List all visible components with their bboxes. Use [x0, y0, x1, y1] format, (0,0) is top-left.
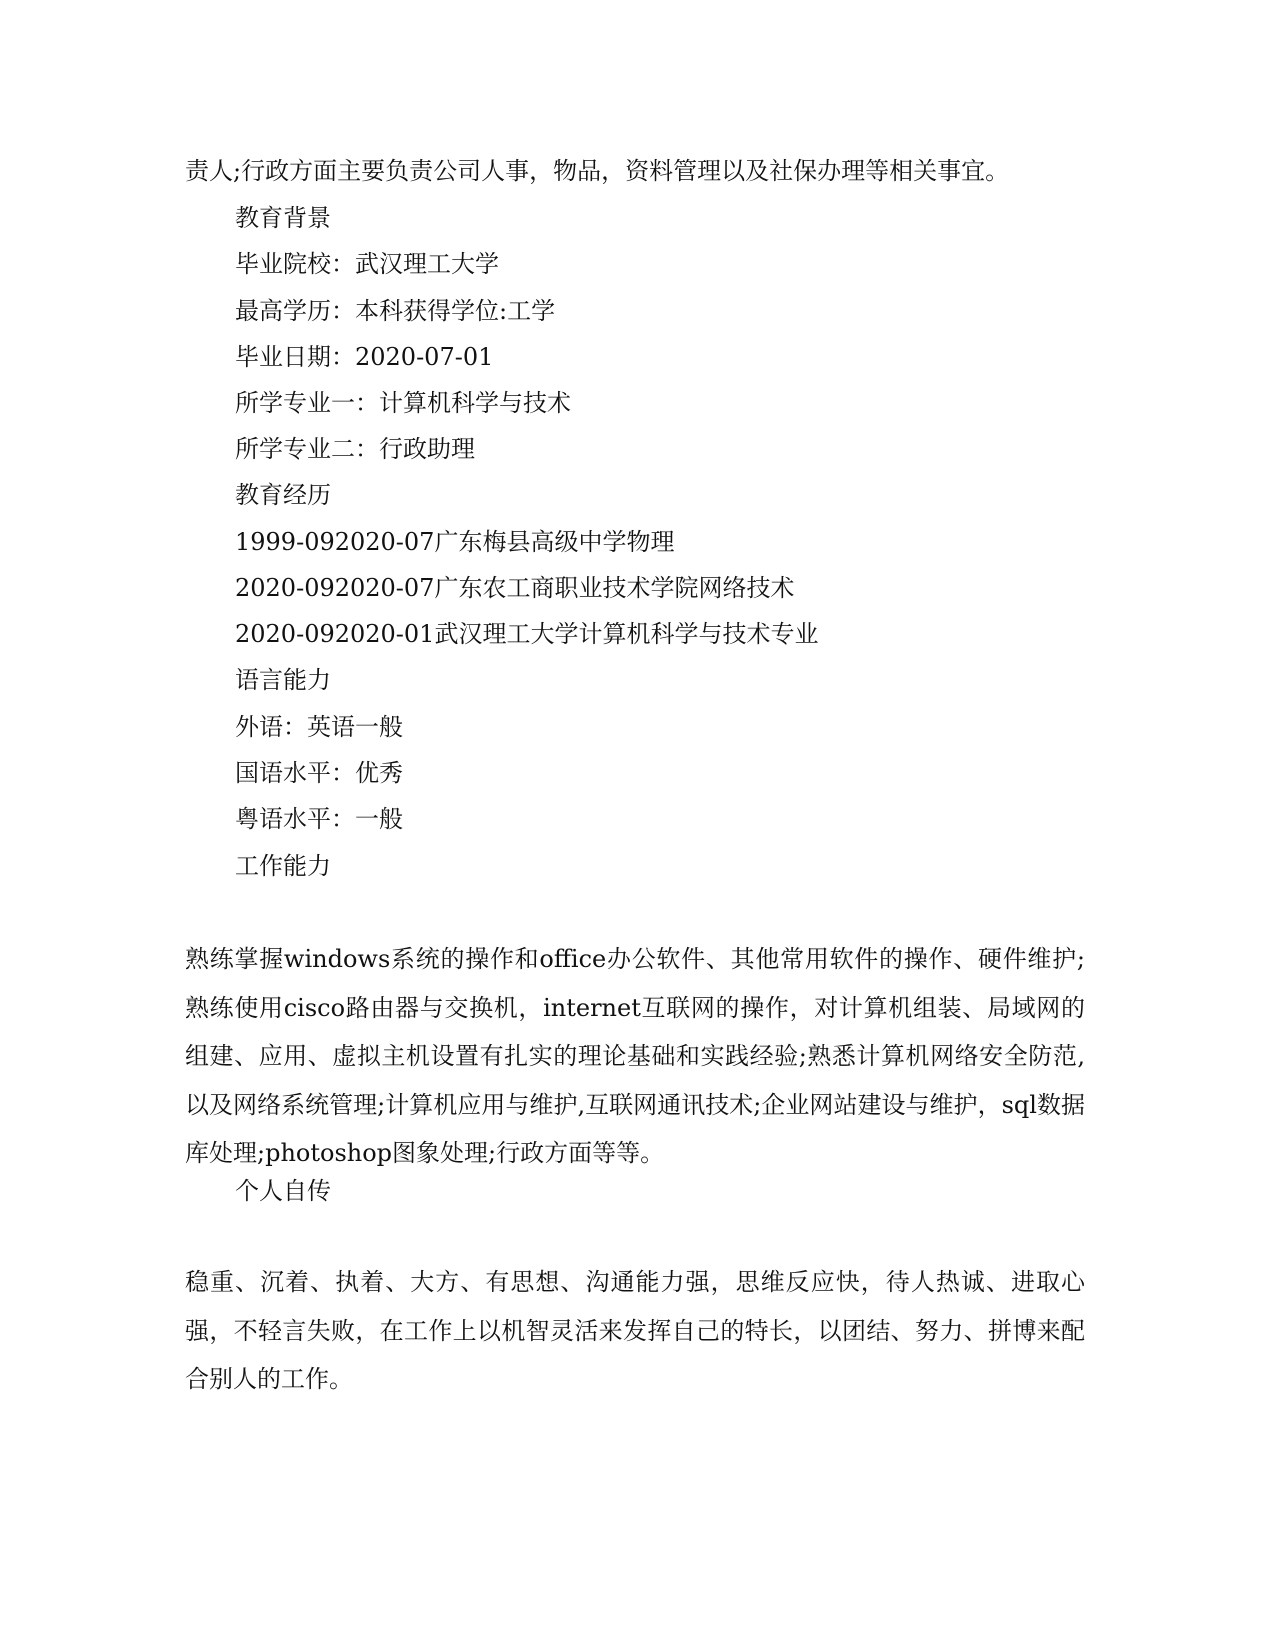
- education-history-heading: 教育经历: [235, 481, 331, 509]
- education-history-item: 2020-092020-07广东农工商职业技术学院网络技术: [235, 574, 795, 602]
- major-one-line: 所学专业一：计算机科学与技术: [235, 389, 571, 417]
- education-history-item: 1999-092020-07广东梅县高级中学物理: [235, 528, 675, 556]
- work-ability-paragraph: 熟练掌握windows系统的操作和office办公软件、其他常用软件的操作、硬件维护;熟练使用cisco路由器与交换机，internet互联网的操作，对计算机组装、局域网的组建、应用、虚拟主机设置有扎实的理论基础和实践经验;熟悉计算机网络安全防范,以及网络系统管理;计算机应用与维护,互联网通讯技术;企业网站建设与维护，sql数据库处理;photoshop图象处理;行政方面等等。: [185, 945, 1085, 1167]
- education-history-item: 2020-092020-01武汉理工大学计算机科学与技术专业: [235, 620, 819, 648]
- mandarin-line: 国语水平：优秀: [235, 759, 403, 787]
- self-description-paragraph: 稳重、沉着、执着、大方、有思想、沟通能力强，思维反应快，待人热诚、进取心强，不轻言失败，在工作上以机智灵活来发挥自己的特长，以团结、努力、拼博来配合别人的工作。: [185, 1268, 1085, 1393]
- language-heading: 语言能力: [235, 666, 331, 694]
- graduation-date-line: 毕业日期：2020-07-01: [235, 343, 494, 371]
- degree-line: 最高学历：本科获得学位:工学: [235, 297, 556, 325]
- school-line: 毕业院校：武汉理工大学: [235, 250, 499, 278]
- major-two-line: 所学专业二：行政助理: [235, 435, 475, 463]
- self-description-heading: 个人自传: [235, 1177, 331, 1205]
- opening-line: 责人;行政方面主要负责公司人事，物品，资料管理以及社保办理等相关事宜。: [185, 157, 1010, 185]
- foreign-language-line: 外语：英语一般: [235, 713, 403, 741]
- work-ability-heading: 工作能力: [235, 852, 331, 880]
- cantonese-line: 粤语水平：一般: [235, 805, 403, 833]
- education-heading: 教育背景: [235, 204, 331, 232]
